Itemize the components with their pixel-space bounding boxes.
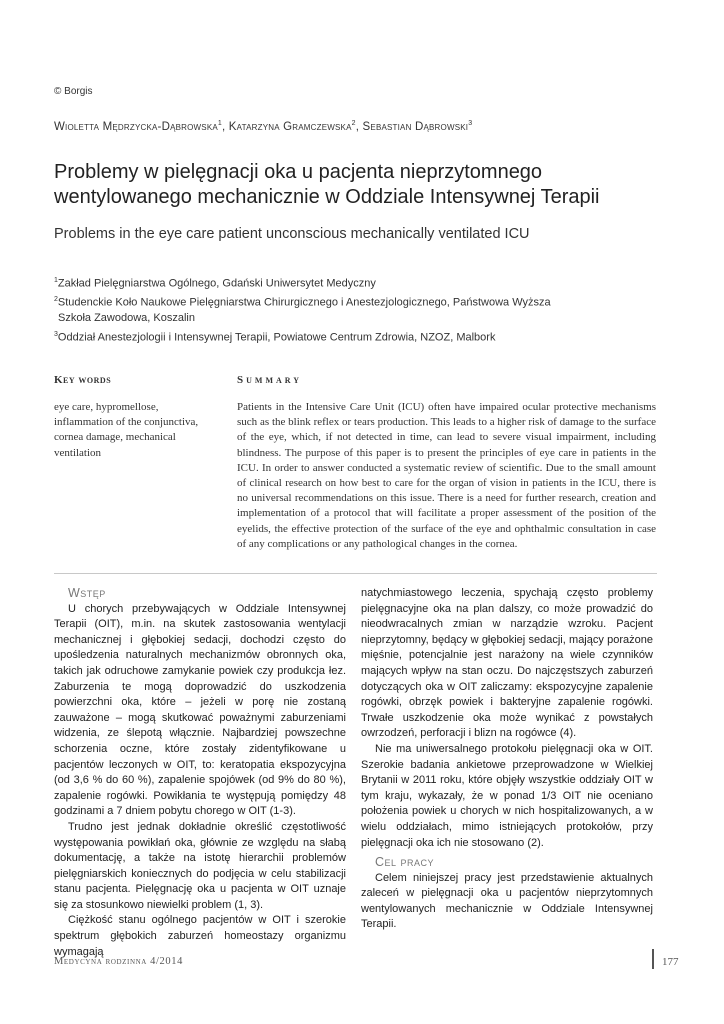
section-heading-cel-pracy: Cel pracy <box>375 855 435 870</box>
keywords-text: eye care, hypromellose, inflammation of the conjunctiva, cornea damage, mechanical ventilation <box>54 401 199 459</box>
summary-text: Patients in the Intensive Care Unit (ICU) often have impaired ocular protective mechanisms such as the blink reflex or tears production. This leads to a higher risk of damage to the surface of the eye, which, if not detected in time, can lead to severe visual impairment, including blindness. The purpose of this paper is to present the principles of eye care in patients in the ICU. In order to answer conducted a systematic review of scientific. Due to the small amount of clinical research on how best to care for the organ of vision in patients in the ICU, there is no universal recommendations on this issue. There is a need for further research, creation and implementation of a protocol that will facilitate a proper assessment of the position of the eyelids, the effective protection of the surface of the eye and ophthalmic consultation in case of any complications or any pathological changes in the cornea. <box>237 401 656 550</box>
affiliation-text: Studenckie Koło Naukowe Pielęgniarstwa Chirurgicznego i Anestezjologicznego, Państwowa Wyższa <box>57 296 551 309</box>
affiliation-text: Oddział Anestezjologii i Intensywnej Terapii, Powiatowe Centrum Zdrowia, NZOZ, Malbork <box>57 331 496 344</box>
author-separator: , <box>355 120 363 133</box>
author-affiliation-mark: 1 <box>217 120 222 127</box>
affiliation <box>54 292 674 311</box>
article-title-line: Problemy w pielęgnacji oka u pacjenta nieprzytomnego <box>54 161 543 183</box>
body-paragraph: Nie ma uniwersalnego protokołu pielęgnacji oka w OIT. Szerokie badania ankietowe przeprowadzone w Wielkiej Brytanii w 2011 roku, które objęły wszystkie oddziały OIT w tym kraju, wykazały, że w ponad 1/3 OIT nie oceniano położenia powiek u chorych w nich hospitalizowanych, a w wielu oddziałach, mimo istniejących protokołów, przy pielęgnacji oka ich nie stosowano (2). <box>361 742 653 849</box>
author-affiliation-mark: 3 <box>468 120 473 127</box>
author-name: Katarzyna Gramczewska <box>228 120 352 133</box>
author-affiliation-mark: 2 <box>351 120 356 127</box>
page-number: 177 <box>662 956 679 968</box>
affiliation-mark: 3 <box>54 330 58 338</box>
article-title-english: Problems in the eye care patient unconscious mechanically ventilated ICU <box>54 226 530 242</box>
body-paragraph: Trudno jest jednak dokładnie określić częstotliwość występowania powikłań oka, głównie ze względu na słabą dokumentację, a także na istotę hierarchii problemów pielęgniarskich koniecznych do podjęcia w celu stabilizacji stanu pacjenta. Pielęgnację oka u pacjenta w OIT uznaje się za stosunkowo niewielki problem (1, 3). <box>54 820 346 911</box>
article-title <box>54 160 674 210</box>
affiliation-list <box>54 273 674 346</box>
journal-footer: Medycyna rodzinna 4/2014 <box>54 956 183 967</box>
body-column-right <box>361 586 653 933</box>
copyright-notice: © Borgis <box>54 86 93 97</box>
article-title-line: wentylowanego mechanicznie w Oddziale Intensywnej Terapii <box>54 186 600 208</box>
body-column-left <box>54 586 346 960</box>
author-separator: , <box>222 120 229 133</box>
summary-heading: Summary <box>237 374 303 386</box>
section-divider <box>54 573 657 574</box>
affiliation-continuation: Szkoła Zawodowa, Koszalin <box>58 312 195 325</box>
keywords-heading: Key words <box>54 374 112 386</box>
affiliation-text: Zakład Pielęgniarstwa Ogólnego, Gdański Uniwersytet Medyczny <box>57 277 376 290</box>
author-name: Sebastian Dąbrowski <box>362 120 469 133</box>
section-heading-wstep: Wstęp <box>68 586 106 600</box>
body-paragraph: natychmiastowego leczenia, spychają często problemy pielęgnacyjne oka na plan dalszy, co może prowadzić do nieodwracalnych zmian w narządzie wzroku. Pacjent nieprzytomny, będący w głębokiej sedacji, mający porażone mięśnie, potencjalnie jest narażony na wiele czynników mających wpływ na stan oczu. Do najczęstszych zaburzeń dotyczących oka w OIT zaliczamy: ekspozycyjne zapalenie rogówki, obrzęk powiek i bakteryjne zapalenie rogówki. Trwałe uszkodzenie oka może wynikać z powstałych owrzodzeń, perforacji i blizn na rogówce (4). <box>361 587 653 740</box>
body-paragraph: U chorych przebywających w Oddziale Intensywnej Terapii (OIT), m.in. na skutek zastosowania wentylacji mechanicznej i głębokiej sedacji, dochodzi często do upośledzenia naturalnych mechanizmów obronnych oka, takich jak odruchowe zamykanie powiek czy produkcja łez. Zaburzenia te mogą doprowadzić do uszkodzenia powierzchni oka, które – jeżeli w porę nie zostaną zauważone – mogą skutkować poważnymi zaburzeniami widzenia, ze ślepotą włącznie. Najbardziej powszechne schorzenia oczne, które zostały zidentyfikowane u pacjentów leczonych w OIT, to: keratopatia ekspozycyjna (od 3,6 % do 60 %), zapalenie spojówek (od 9% do 80 %), zapalenie rogówki. Powikłania te występują pomiędzy 48 godzinami a 7 dniem pobytu chorego w OIT (1-3). <box>54 602 346 818</box>
affiliation <box>54 327 674 346</box>
affiliation-mark: 1 <box>54 277 58 284</box>
body-paragraph: Celem niniejszej pracy jest przedstawienie aktualnych zaleceń w pielęgnacji oka u pacjentów nieprzytomnych wentylowanych mechanicznie w Oddziale Intensywnej Terapii. <box>361 871 653 931</box>
affiliation-mark: 2 <box>54 296 58 304</box>
author-list <box>54 120 472 133</box>
affiliation <box>54 273 674 292</box>
footer-divider-bar <box>652 949 654 969</box>
body-paragraph: Ciężkość stanu ogólnego pacjentów w OIT i szerokie spektrum głębokich zaburzeń homeostazy organizmu wymagają <box>54 914 346 958</box>
author-name: Wioletta Mędrzycka-Dąbrowska <box>54 120 218 133</box>
